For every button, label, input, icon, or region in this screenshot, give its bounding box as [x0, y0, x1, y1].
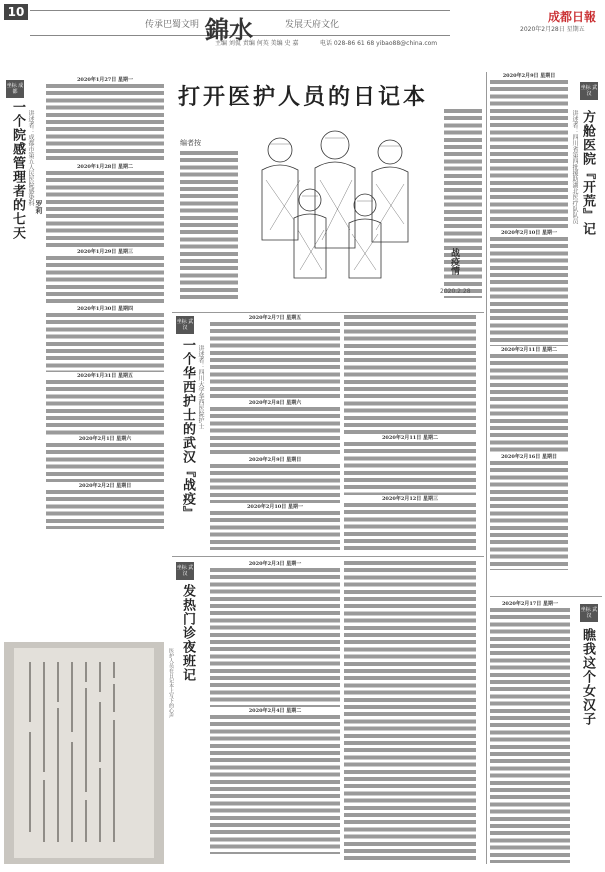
illustration-date: 2020.2.28: [440, 288, 471, 295]
slogan-right: 发展天府文化: [285, 20, 340, 30]
editor-note: [180, 150, 238, 300]
location-badge-wuhan-3: 坐标 武汉: [580, 82, 598, 100]
paragraph: [210, 510, 340, 550]
dateline: 2020年2月2日 星期日: [78, 483, 132, 489]
article-subtitle-chengdu: 讲述者：成都市第五人民医院感染科: [27, 110, 34, 206]
fever-clinic-col2: [344, 560, 476, 864]
article-title-huaxi-nurse: 一个华西护士的武汉『战疫』: [180, 338, 195, 520]
dateline: 2020年2月9日 星期日: [248, 457, 302, 463]
paragraph: [46, 83, 164, 163]
newspaper-logo: 成都日報: [548, 10, 597, 24]
editor-note-text: [180, 150, 238, 300]
dateline: 2020年1月27日 星期一: [76, 77, 134, 83]
page-header: [0, 0, 605, 47]
dateline: 2020年2月1日 星期六: [78, 436, 132, 442]
illustration-signature: 战疫情: [449, 248, 459, 275]
paragraph: [490, 236, 568, 346]
section-rule: [490, 596, 602, 597]
paragraph: [490, 353, 568, 453]
dateline: 2020年1月29日 星期三: [76, 249, 134, 255]
contact-line: 电话 028-86 61 68 yibao88@china.com: [320, 40, 438, 47]
article-title-fever-clinic: 发热门诊夜班记: [180, 584, 195, 682]
column-divider: [486, 72, 487, 864]
section-rule: [172, 556, 484, 557]
illustration: [240, 110, 440, 290]
chengdu-article-body: [46, 72, 164, 562]
paragraph: [46, 312, 164, 372]
dateline: 2020年1月30日 星期四: [76, 306, 134, 312]
paragraph: [490, 607, 570, 863]
diary-photo: [4, 642, 164, 864]
main-headline: 打开医护人员的日记本: [178, 84, 429, 110]
fever-clinic-col1: [210, 560, 340, 864]
dateline: 2020年2月9日 星期日: [502, 73, 556, 79]
page-number: 10: [4, 4, 28, 20]
location-badge-wuhan: 坐标 武汉: [176, 316, 194, 334]
dateline: 2020年2月7日 星期五: [248, 315, 302, 321]
article-title-nvhanzi: 瞧我这个女汉子: [580, 628, 595, 726]
paragraph: [490, 79, 568, 229]
dateline: 2020年2月8日 星期六: [248, 400, 302, 406]
paragraph: [210, 463, 340, 503]
huaxi-article-col1: [210, 314, 340, 554]
article-subtitle-fangcang: 讲述者：四川省第四批援助湖北医疗队队员: [571, 110, 578, 224]
dateline: 2020年2月16日 星期日: [500, 454, 558, 460]
dateline: 2020年2月11日 星期二: [500, 347, 558, 353]
location-badge-wuhan-2: 坐标 武汉: [176, 562, 194, 580]
fangcang-article-body: [490, 72, 568, 592]
paragraph: [46, 255, 164, 305]
paragraph: [344, 560, 476, 860]
dateline: 2020年2月12日 星期三: [381, 496, 439, 502]
dateline: 2020年2月10日 星期一: [246, 504, 304, 510]
dateline: 2020年2月10日 星期一: [500, 230, 558, 236]
nvhanzi-article-body: [490, 600, 570, 864]
paragraph: [344, 502, 476, 552]
paragraph: [210, 567, 340, 707]
paragraph: [210, 321, 340, 399]
medical-staff-illustration: [240, 110, 440, 290]
paragraph: [210, 406, 340, 456]
dateline: 2020年1月31日 星期五: [76, 373, 134, 379]
paragraph: [344, 441, 476, 495]
article-subtitle-huaxi-nurse: 讲述者：四川大学华西医院护士: [197, 345, 204, 429]
paragraph: [490, 460, 568, 570]
dateline: 2020年1月28日 星期二: [76, 164, 134, 170]
paragraph: [344, 314, 476, 434]
dateline: 2020年2月3日 星期一: [248, 561, 302, 567]
paragraph: [46, 170, 164, 248]
paragraph: [210, 714, 340, 854]
paragraph: [46, 489, 164, 529]
dateline: 2020年2月4日 星期二: [248, 708, 302, 714]
slogan-left: 传承巴蜀文明: [145, 20, 200, 30]
article-title-fangcang: 方舱医院『开荒』记: [580, 110, 595, 236]
dateline: 2020年2月17日 星期一: [501, 601, 559, 607]
column-brand: 錦水: [205, 15, 253, 44]
diary-photo-image: [4, 642, 164, 864]
issue-date: 2020年2月28日 星期五: [520, 26, 585, 33]
huaxi-article-col2: [344, 314, 476, 554]
article-title-chengdu: 一个院感管理者的七天: [10, 100, 25, 240]
photo-caption: 医护人员在日记本上写下的心声: [168, 648, 174, 718]
article-author-chengdu: 罗莉: [35, 200, 44, 214]
dateline: 2020年2月11日 星期二: [381, 435, 439, 441]
editor-note-label: 编者按: [180, 139, 201, 147]
section-rule: [172, 312, 484, 313]
location-badge-chengdu: 坐标 成都: [6, 80, 24, 98]
editor-line: 主编 刘侃 责编 何英 美编 史 嘉: [215, 40, 299, 47]
paragraph: [46, 379, 164, 435]
paragraph: [46, 442, 164, 482]
location-badge-wuhan-4: 坐标 武汉: [580, 604, 598, 622]
